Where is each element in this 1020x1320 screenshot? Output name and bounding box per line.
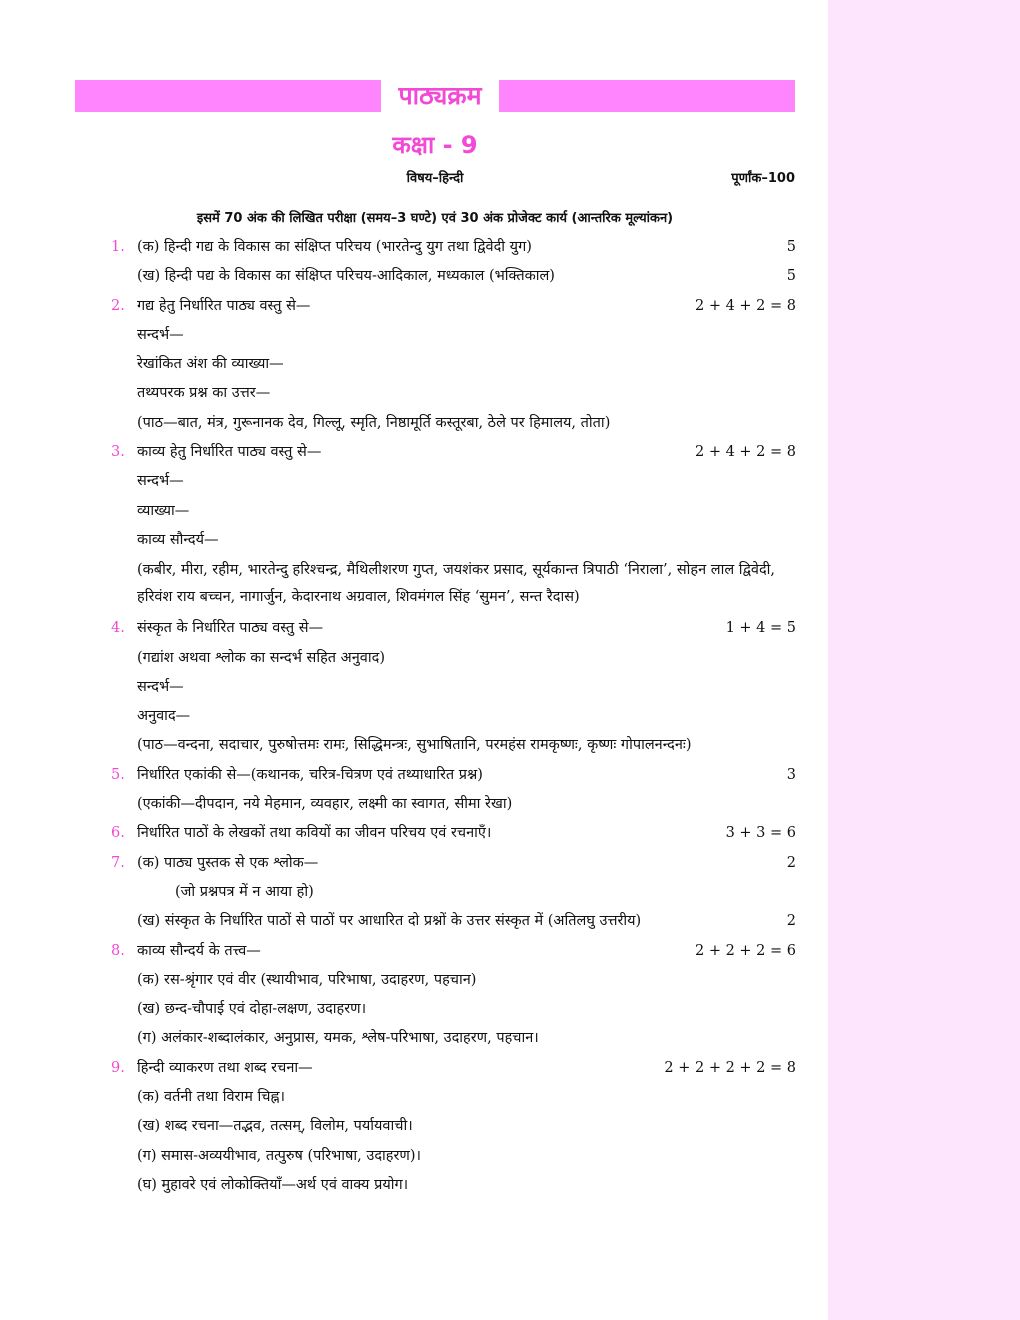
item-text: (ग) अलंकार-शब्दालंकार, अनुप्रास, यमक, श्लेष-परिभाषा, उदाहरण, पहचान। [137,1030,539,1047]
item-number: 8. [111,942,125,959]
syllabus-line [108,938,796,967]
item-text: (कबीर, मीरा, रहीम, भारतेन्दु हरिश्चन्द्र, मैथिलीशरण गुप्त, जयशंकर प्रसाद, सूर्यकान्त त्रिपाठी ‘निराला’, सोहन लाल द्विवेदी, हरिवंश राय बच्चन, नागार्जुन, केदारनाथ अग्रवाल, शिवमंगल सिंह ‘सुमन’, सन्त रैदास) [137,562,776,606]
syllabus-line [108,234,796,263]
item-text: (क) पाठ्य पुस्तक से एक श्लोक— [137,854,319,871]
item-number: 5. [111,766,125,783]
syllabus-line [108,850,796,879]
syllabus-line [108,996,796,1025]
syllabus-line [108,527,796,556]
item-number: 7. [111,854,125,871]
item-text: काव्य सौन्दर्य— [137,531,219,548]
item-marks: 2 [786,913,796,930]
syllabus-line [108,1113,796,1142]
item-marks: 2 [786,854,796,871]
item-marks: 5 [786,239,796,255]
item-text: निर्धारित पाठों के लेखकों तथा कवियों का जीवन परिचय एवं रचनाएँ। [137,825,492,842]
syllabus-line [108,322,796,351]
syllabus-line [108,820,796,849]
item-text: सन्दर्भ— [137,473,184,490]
syllabus-line [108,732,796,761]
syllabus-line [108,410,796,439]
item-text: (जो प्रश्नपत्र में न आया हो) [175,883,314,900]
item-text: (क) हिन्दी गद्य के विकास का संक्षिप्त परिचय (भारतेन्दु युग तथा द्विवेदी युग) [137,239,532,255]
item-text: हिन्दी व्याकरण तथा शब्द रचना— [137,1059,313,1076]
item-number: 3. [111,444,125,461]
item-text: (ख) संस्कृत के निर्धारित पाठों से पाठों पर आधारित दो प्रश्नों के उत्तर संस्कृत में (अतिलघु उत्तरीय) [137,913,642,930]
item-marks: 2 + 4 + 2 = 8 [694,297,796,314]
syllabus-line [108,468,796,497]
title-bar-right [499,80,795,112]
item-text: (ख) शब्द रचना—तद्भव, तत्सम्, विलोम, पर्यायवाची। [137,1118,413,1135]
exam-intro: इसमें 70 अंक की लिखित परीक्षा (समय–3 घण्टे) एवं 30 अंक प्रोजेक्ट कार्य (आन्तरिक मूल्यांकन) [196,211,674,226]
item-marks: 2 + 4 + 2 = 8 [694,444,796,461]
syllabus-line [108,380,796,409]
syllabus-line [108,967,796,996]
page-title: पाठ्यक्रम [398,81,482,110]
syllabus-line [108,879,796,908]
item-number: 1. [111,239,125,255]
class-heading: कक्षा - 9 [392,131,478,159]
item-text: निर्धारित एकांकी से—(कथानक, चरित्र-चित्रण एवं तथ्याधारित प्रश्न) [137,766,483,783]
item-text: (पाठ—बात, मंत्र, गुरूनानक देव, गिल्लू, स्मृति, निष्ठामूर्ति कस्तूरबा, ठेले पर हिमालय, तोता) [137,414,611,431]
item-marks: 3 + 3 = 6 [725,825,796,842]
item-marks: 2 + 2 + 2 + 2 = 8 [664,1059,796,1076]
item-text: (क) वर्तनी तथा विराम चिह्न। [137,1089,285,1106]
syllabus-line [108,791,796,820]
item-text: अनुवाद— [137,708,191,725]
item-marks: 3 [786,766,796,783]
item-text: काव्य सौन्दर्य के तत्त्व— [137,942,261,959]
syllabus-line [108,439,796,468]
syllabus-line [108,293,796,322]
syllabus-line [108,1172,796,1201]
syllabus-line [108,645,796,674]
item-text: काव्य हेतु निर्धारित पाठ्य वस्तु से— [137,444,322,461]
syllabus-line [108,263,796,292]
item-marks: 5 [786,268,796,285]
syllabus-line [108,615,796,644]
syllabus-line [108,351,796,380]
title-bar-left [75,80,381,112]
syllabus-line [108,556,796,615]
item-number: 6. [111,825,125,842]
syllabus-line [108,1025,796,1054]
item-number: 2. [111,297,125,314]
item-marks: 2 + 2 + 2 = 6 [694,942,796,959]
page-margin-panel [828,0,1020,1320]
syllabus-list [108,234,796,1201]
item-text: व्याख्या— [137,502,190,519]
total-marks: पूर्णांक–100 [731,171,795,186]
syllabus-line [108,1084,796,1113]
syllabus-line [108,762,796,791]
syllabus-line [108,908,796,937]
item-text: तथ्यपरक प्रश्न का उत्तर— [137,385,271,402]
syllabus-line [108,1143,796,1172]
item-text: (ख) छन्द-चौपाई एवं दोहा-लक्षण, उदाहरण। [137,1001,367,1018]
item-text: (घ) मुहावरे एवं लोकोक्तियाँ—अर्थ एवं वाक्य प्रयोग। [137,1176,409,1193]
item-text: (एकांकी—दीपदान, नये मेहमान, व्यवहार, लक्ष्मी का स्वागत, सीमा रेखा) [137,796,513,813]
syllabus-line [108,674,796,703]
item-text: (क) रस-श्रृंगार एवं वीर (स्थायीभाव, परिभाषा, उदाहरण, पहचान) [137,971,477,988]
item-text: संस्कृत के निर्धारित पाठ्य वस्तु से— [137,620,324,637]
item-number: 9. [111,1059,125,1076]
syllabus-line [108,1055,796,1084]
item-text: रेखांकित अंश की व्याख्या— [137,356,284,373]
item-text: सन्दर्भ— [137,678,184,695]
item-text: सन्दर्भ— [137,326,184,343]
syllabus-line [108,498,796,527]
item-text: (ख) हिन्दी पद्य के विकास का संक्षिप्त परिचय-आदिकाल, मध्यकाल (भक्तिकाल) [137,268,555,285]
item-text: गद्य हेतु निर्धारित पाठ्य वस्तु से— [137,297,311,314]
item-number: 4. [111,620,125,637]
syllabus-line [108,703,796,732]
item-marks: 1 + 4 = 5 [725,620,796,637]
item-text: (पाठ—वन्दना, सदाचार, पुरुषोत्तमः रामः, सिद्धिमन्त्रः, सुभाषितानि, परमहंस रामकृष्णः, कृष्णः गोपालनन्दनः) [137,737,692,754]
item-text: (ग) समास-अव्ययीभाव, तत्पुरुष (परिभाषा, उदाहरण)। [137,1147,422,1164]
subject-label: विषय–हिन्दी [406,171,464,186]
item-text: (गद्यांश अथवा श्लोक का सन्दर्भ सहित अनुवाद) [137,649,385,666]
